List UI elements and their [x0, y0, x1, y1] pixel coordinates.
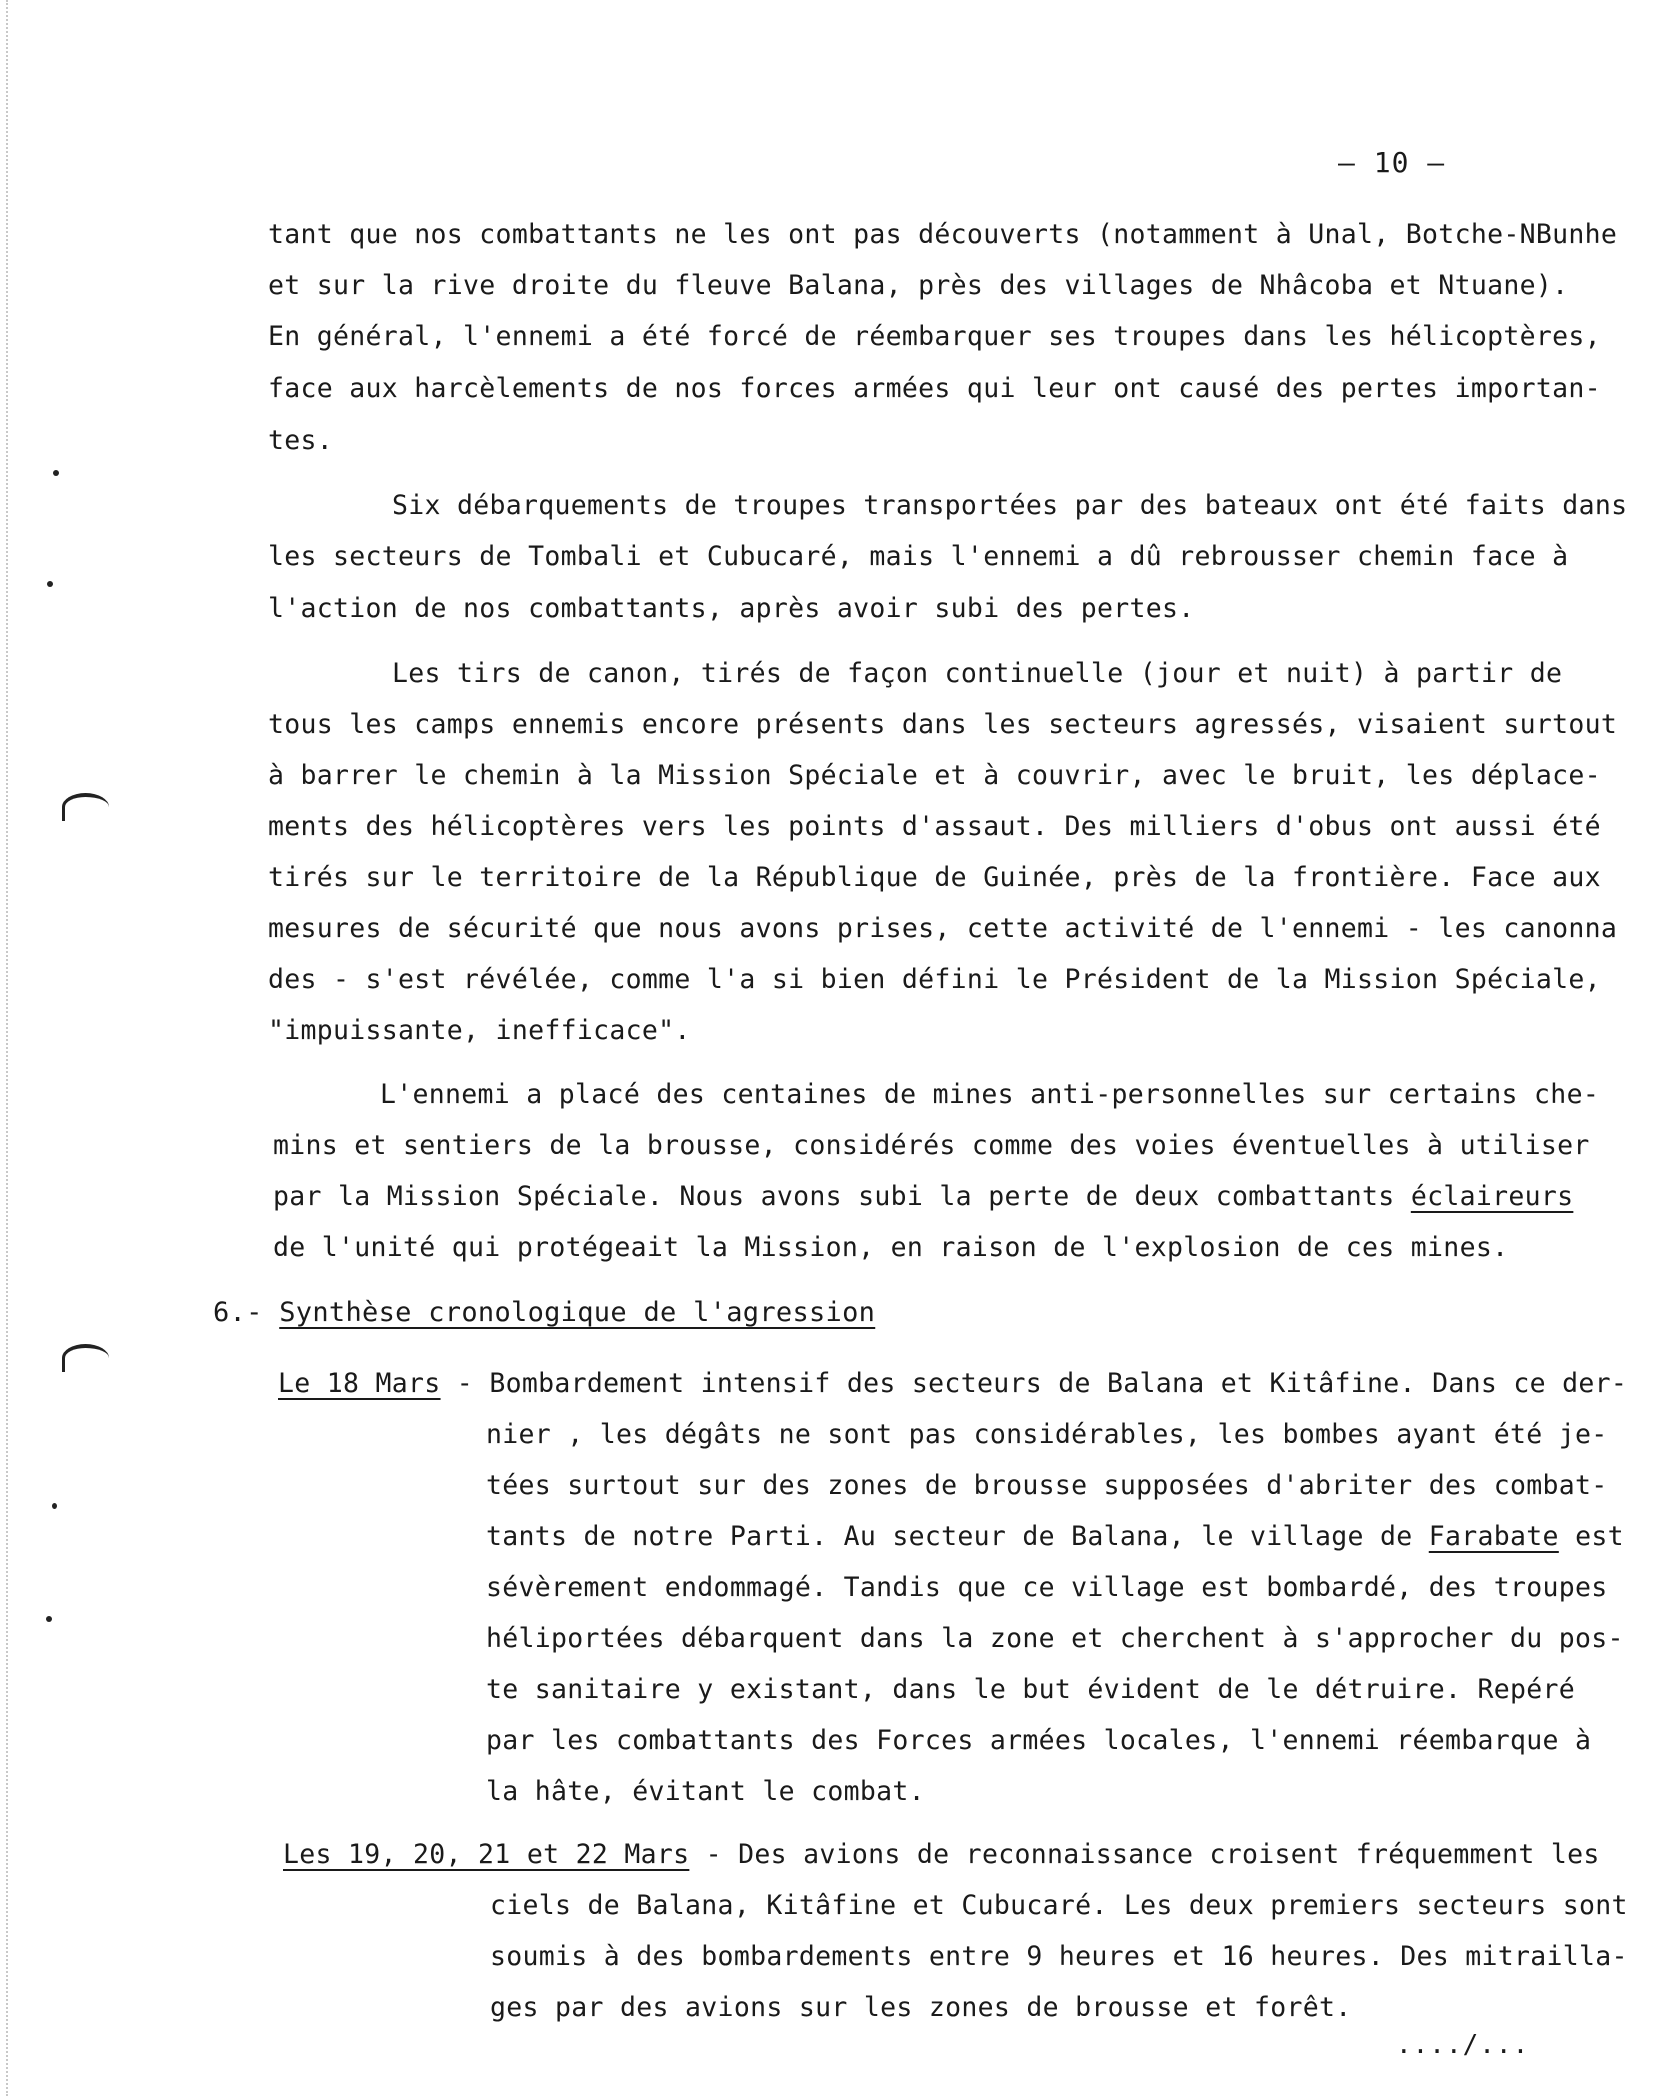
line-text: Bombardement intensif des secteurs de Balana et Kitâfine. Dans ce der-: [489, 1368, 1628, 1399]
entry-first-line: [278, 1367, 1627, 1401]
paragraph-line: En général, l'ennemi a été forcé de réembarquer ses troupes dans les hélicoptères,: [268, 321, 1601, 352]
section-title: Synthèse cronologique de l'agression: [279, 1297, 876, 1328]
scan-edge-dots: [6, 0, 12, 2096]
paragraph-line: [273, 1180, 1573, 1214]
entry-dash: -: [689, 1839, 739, 1870]
section-number: 6.-: [213, 1297, 263, 1328]
entry-line: sévèrement endommagé. Tandis que ce village est bombardé, des troupes: [486, 1572, 1608, 1603]
paragraph-line: des - s'est révélée, comme l'a si bien défini le Président de la Mission Spéciale,: [268, 964, 1601, 995]
paragraph-line: tous les camps ennemis encore présents dans les secteurs agressés, visaient surtout: [268, 709, 1618, 740]
entry-line: te sanitaire y existant, dans le but évident de le détruire. Repéré: [486, 1674, 1576, 1705]
entry-line: héliportées débarquent dans la zone et cherchent à s'approcher du pos-: [486, 1623, 1624, 1654]
entry-date: Les 19, 20, 21 et 22 Mars: [283, 1839, 690, 1870]
margin-dot: [53, 470, 59, 476]
paragraph-line: tant que nos combattants ne les ont pas découverts (notamment à Unal, Botche-NBunhe: [268, 219, 1618, 250]
paragraph-line: "impuissante, inefficace".: [268, 1015, 691, 1046]
entry-first-line: [283, 1838, 1600, 1872]
line-text: Des avions de reconnaissance croisent fréquemment les: [738, 1839, 1600, 1870]
paragraph-line: à barrer le chemin à la Mission Spéciale et à couvrir, avec le bruit, les déplace-: [268, 760, 1601, 791]
entry-line: nier , les dégâts ne sont pas considérables, les bombes ayant été je-: [486, 1419, 1608, 1450]
margin-dot: [46, 1616, 52, 1622]
paragraph-line: l'action de nos combattants, après avoir subi des pertes.: [268, 593, 1195, 624]
entry-date: Le 18 Mars: [278, 1368, 441, 1399]
paragraph-line: tirés sur le territoire de la République de Guinée, près de la frontière. Face aux: [268, 862, 1601, 893]
entry-dash: -: [440, 1368, 490, 1399]
paragraph-line: mesures de sécurité que nous avons prises, cette activité de l'ennemi - les canonna: [268, 913, 1618, 944]
entry-line: ciels de Balana, Kitâfine et Cubucaré. Les deux premiers secteurs sont: [490, 1890, 1628, 1921]
line-text: par la Mission Spéciale. Nous avons subi la perte de deux combattants: [273, 1181, 1411, 1212]
paragraph-line: et sur la rive droite du fleuve Balana, près des villages de Nhâcoba et Ntuane).: [268, 270, 1569, 301]
page-number: — 10 —: [1338, 146, 1446, 179]
underlined-word: éclaireurs: [1410, 1181, 1574, 1212]
entry-line: [486, 1520, 1624, 1554]
paragraph-line: L'ennemi a placé des centaines de mines anti-personnelles sur certains che-: [380, 1079, 1600, 1110]
margin-hole-mark: [62, 1344, 109, 1372]
paragraph-line: face aux harcèlements de nos forces armées qui leur ont causé des pertes importan-: [268, 373, 1601, 404]
paragraph-line: ments des hélicoptères vers les points d'assaut. Des milliers d'obus ont aussi été: [268, 811, 1601, 842]
paragraph-line: tes.: [268, 425, 334, 456]
margin-dot: [47, 581, 53, 587]
underlined-word: Farabate: [1428, 1521, 1559, 1552]
entry-line: tées surtout sur des zones de brousse supposées d'abriter des combat-: [486, 1470, 1608, 1501]
entry-line: par les combattants des Forces armées locales, l'ennemi réembarque à: [486, 1725, 1592, 1756]
line-text: est: [1558, 1521, 1624, 1552]
paragraph-line: les secteurs de Tombali et Cubucaré, mais l'ennemi a dû rebrousser chemin face à: [268, 541, 1569, 572]
paragraph-line: mins et sentiers de la brousse, considérés comme des voies éventuelles à utiliser: [273, 1130, 1590, 1161]
continuation-marker: ..../...: [1396, 2030, 1530, 2060]
margin-hole-mark: [62, 793, 109, 821]
margin-dot: [52, 1503, 57, 1509]
paragraph-line: Six débarquements de troupes transportées par des bateaux ont été faits dans: [392, 490, 1628, 521]
section-heading: [213, 1296, 875, 1330]
entry-line: ges par des avions sur les zones de brousse et forêt.: [490, 1992, 1352, 2023]
line-text: tants de notre Parti. Au secteur de Balana, le village de: [486, 1521, 1429, 1552]
entry-line: soumis à des bombardements entre 9 heures et 16 heures. Des mitrailla-: [490, 1941, 1628, 1972]
paragraph-line: Les tirs de canon, tirés de façon continuelle (jour et nuit) à partir de: [392, 658, 1563, 689]
paragraph-line: de l'unité qui protégeait la Mission, en raison de l'explosion de ces mines.: [273, 1232, 1509, 1263]
entry-line: la hâte, évitant le combat.: [486, 1776, 925, 1807]
